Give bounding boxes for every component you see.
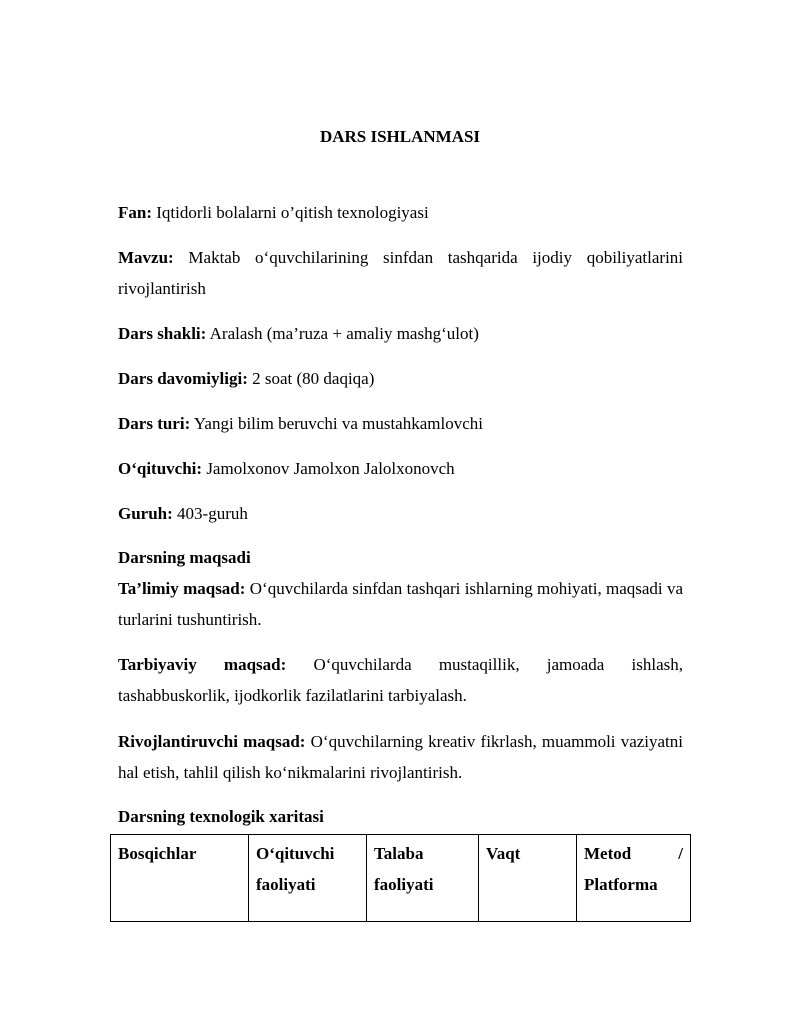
- goal-label: Tarbiyaviy maqsad:: [118, 655, 287, 674]
- field-value: 403-guruh: [177, 504, 248, 523]
- field-value: 2 soat (80 daqiqa): [252, 369, 375, 388]
- table-heading: Darsning texnologik xaritasi: [118, 807, 324, 826]
- field-lesson-form: [118, 318, 683, 349]
- goal-label: Ta’limiy maqsad:: [118, 579, 246, 598]
- goal-value: O‘quvchilarning kreativ fikrlash, muammoli vaziyatni hal etish, tahlil qilish ko‘nikmalarini rivojlantirish.: [118, 732, 684, 782]
- field-label: Dars shakli:: [118, 324, 207, 343]
- field-label: Dars davomiyligi:: [118, 369, 248, 388]
- field-label: Guruh:: [118, 504, 173, 523]
- column-header-method-platform: Metod / Platforma: [577, 835, 691, 922]
- column-header-student-activity: Talaba faoliyati: [367, 835, 479, 922]
- column-header-teacher-activity: O‘qituvchi faoliyati: [249, 835, 367, 922]
- goal-value: O‘quvchilarda mustaqillik, jamoada ishlash, tashabbuskorlik, ijodkorlik fazilatlarini tarbiyalash.: [118, 655, 683, 705]
- goal-value: O‘quvchilarda sinfdan tashqari ishlarning mohiyati, maqsadi va turlarini tushuntirish.: [118, 579, 684, 629]
- field-lesson-duration: [118, 363, 683, 394]
- field-value: Jamolxonov Jamolxon Jalolxonovch: [206, 459, 455, 478]
- field-value: Iqtidorli bolalarni o’qitish texnologiyasi: [156, 203, 429, 222]
- goal-label: Rivojlantiruvchi maqsad:: [118, 732, 306, 751]
- field-label: Mavzu:: [118, 248, 174, 267]
- field-subject: [118, 197, 683, 228]
- field-value: Aralash (ma’ruza + amaliy mashg‘ulot): [209, 324, 479, 343]
- field-topic: [118, 242, 683, 304]
- field-value: Maktab o‘quvchilarining sinfdan tashqarida ijodiy qobiliyatlarini rivojlantirish: [118, 248, 684, 298]
- field-value: Yangi bilim beruvchi va mustahkamlovchi: [193, 414, 483, 433]
- goal-upbringing: [118, 649, 683, 711]
- field-label: O‘qituvchi:: [118, 459, 203, 478]
- table-header-row: [111, 835, 691, 922]
- field-lesson-type: [118, 408, 683, 439]
- technology-map-table: [110, 834, 691, 922]
- goal-educational: [118, 573, 683, 635]
- goal-developmental: [118, 726, 683, 788]
- field-label: Fan:: [118, 203, 152, 222]
- goals-heading: Darsning maqsadi: [118, 548, 251, 567]
- document-title: DARS ISHLANMASI: [319, 127, 481, 146]
- column-header-stages: Bosqichlar: [111, 835, 249, 922]
- field-teacher: [118, 453, 683, 484]
- column-header-time: Vaqt: [479, 835, 577, 922]
- field-group: [118, 498, 683, 529]
- field-label: Dars turi:: [118, 414, 191, 433]
